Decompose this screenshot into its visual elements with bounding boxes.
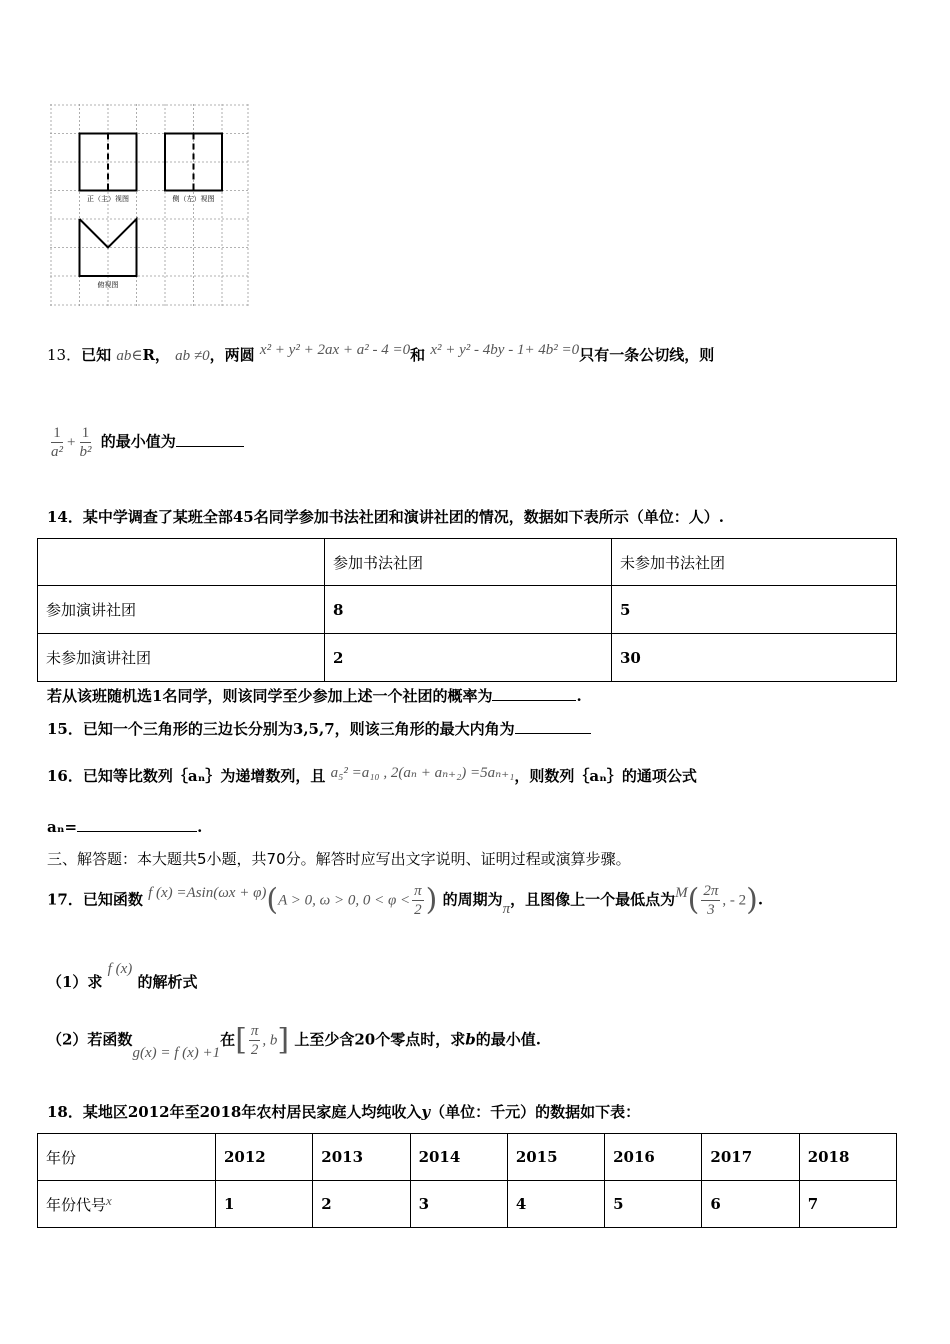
table-cell: 2014 <box>410 1134 507 1181</box>
q14-answer-blank[interactable] <box>492 686 576 701</box>
q17-line1: 17．已知函数 f (x) =Asin(ωx + φ)(A > 0, ω > 0, 0 < φ < $\frac{\pi}{2}$ ) 的周期为π，且图像上一个最低点为M( $\frac{2\pi}{3}$ , - 2). <box>47 882 764 918</box>
table-cell: 2016 <box>605 1134 702 1181</box>
q17-frac-m: $\frac{2\pi}{3}$ <box>703 883 719 918</box>
table-cell: 3 <box>410 1181 507 1228</box>
table-cell: 2012 <box>216 1134 313 1181</box>
table-cell: 2013 <box>313 1134 410 1181</box>
q17-frac-phi: $\frac{\pi}{2}$ <box>414 883 422 918</box>
table-row <box>38 586 897 634</box>
table-cell <box>38 539 325 586</box>
table-cell: 2018 <box>799 1134 896 1181</box>
q16-line2: aₙ= . <box>47 818 203 836</box>
table-cell: 8 <box>325 586 612 634</box>
table-cell: 6 <box>702 1181 799 1228</box>
q13-number: 13． <box>47 346 82 364</box>
table-cell: 2 <box>325 634 612 682</box>
q17-bracket-open: [ <box>235 1022 247 1058</box>
q13-answer-blank[interactable] <box>176 432 244 447</box>
table-cell: 2015 <box>507 1134 604 1181</box>
table-cell: 5 <box>612 586 897 634</box>
q17-paren-m-close: ) <box>746 882 758 918</box>
q13-line2: $\frac{1}{\text{a²}}$ + $\frac{1}{\text{b²}}$ 的最小值为 <box>47 424 244 461</box>
table-cell: 5 <box>605 1181 702 1228</box>
front-view-label: 正（主）视图 <box>87 195 129 203</box>
q15-text: 15．已知一个三角形的三边长分别为3,5,7，则该三角形的最大内角为 <box>47 719 591 739</box>
table-cell: 1 <box>216 1181 313 1228</box>
table-cell: 2 <box>313 1181 410 1228</box>
q17-frac-pi2: $\frac{\pi}{2}$ <box>250 1023 259 1058</box>
table-row <box>38 1134 897 1181</box>
q14-table <box>37 538 897 682</box>
section3-heading: 三、解答题：本大题共5小题，共70分。解答时应写出文字说明、证明过程或演算步骤。 <box>47 850 631 868</box>
top-view-label: 俯视图 <box>97 281 119 289</box>
q13-line1: 13．已知 ab∈R， ab ≠0，两圆 x² + y² + 2ax + a² - 4 =0和 x² + y² - 4by - 1+ 4b² =0只有一条公切线，则 <box>47 342 715 364</box>
q16-line1: 16．已知等比数列｛aₙ｝为递增数列，且 a₅² =a₁₀ , 2(aₙ + aₙ₊₂) =5aₙ₊₁，则数列｛aₙ｝的通项公式 <box>47 765 697 785</box>
table-cell: 参加演讲社团 <box>38 586 325 634</box>
q17-bracket-close: ] <box>277 1022 290 1058</box>
three-views-figure <box>50 104 250 308</box>
q14-text: 14．某中学调查了某班全部45名同学参加书法社团和演讲社团的情况，数据如下表所示（单位：人）. <box>47 508 724 526</box>
table-row <box>38 539 897 586</box>
q15-answer-blank[interactable] <box>515 719 591 734</box>
q16-answer-blank[interactable] <box>77 817 197 832</box>
table-cell: 7 <box>799 1181 896 1228</box>
q17-part2: （2）若函数g(x) = f (x) +1在[ $\frac{\pi}{2}$ , b] 上至少含20个零点时，求b的最小值. <box>47 1022 541 1061</box>
table-cell: 年份 <box>38 1134 216 1181</box>
q18-text: 18．某地区2012年至2018年农村居民家庭人均纯收入y（单位：千元）的数据如下表： <box>47 1103 641 1121</box>
q17-paren-close: ) <box>425 882 438 918</box>
table-cell: 参加书法社团 <box>325 539 612 586</box>
table-cell: 未参加书法社团 <box>612 539 897 586</box>
q14-after: 若从该班随机选1名同学，则该同学至少参加上述一个社团的概率为 . <box>47 687 582 705</box>
table-cell: 30 <box>612 634 897 682</box>
side-view-label: 侧（左）视图 <box>172 195 215 203</box>
table-cell: 未参加演讲社团 <box>38 634 325 682</box>
table-cell: 4 <box>507 1181 604 1228</box>
table-cell: 年份代号x <box>38 1181 216 1228</box>
q13-frac-a: $\frac{1}{\text{a²}}$ <box>51 425 63 460</box>
table-row <box>38 1181 897 1228</box>
q17-part1: （1）求 f (x) 的解析式 <box>47 961 198 991</box>
q18-table <box>37 1133 897 1228</box>
q17-paren-open: ( <box>266 882 279 918</box>
q17-paren-m-open: ( <box>687 882 700 918</box>
q13-frac-b: $\frac{1}{\text{b²}}$ <box>79 425 92 460</box>
table-row <box>38 634 897 682</box>
table-cell: 2017 <box>702 1134 799 1181</box>
